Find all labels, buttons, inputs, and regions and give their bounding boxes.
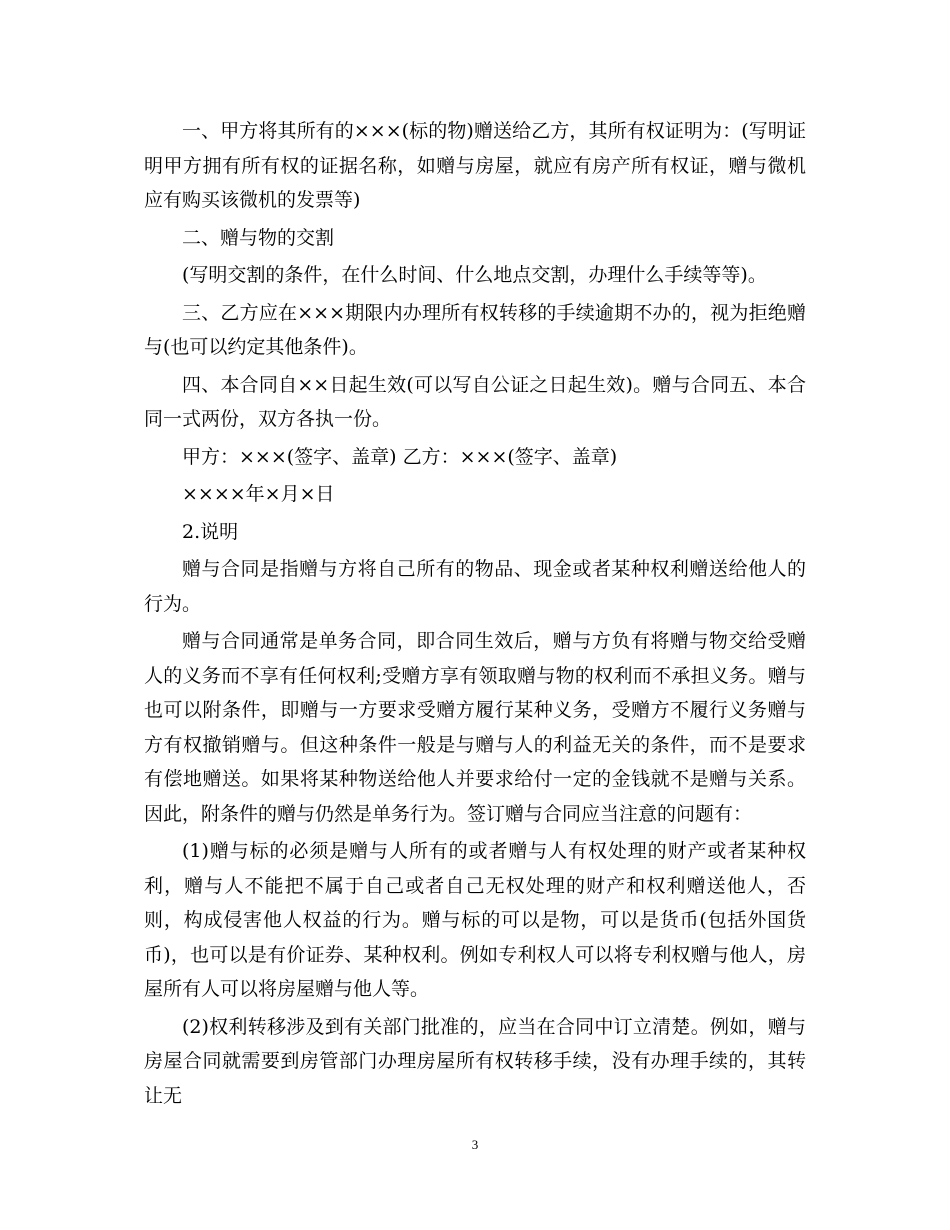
clause-2-note: (写明交割的条件，在什么时间、什么地点交割，办理什么手续等等)。	[182, 264, 767, 286]
definition-paragraph: 赠与合同是指赠与方将自己所有的物品、现金或者某种权利赠送给他人的行为。	[144, 558, 806, 615]
note-2-paragraph: (2)权利转移涉及到有关部门批准的，应当在合同中订立清楚。例如，赠与房屋合同就需要到房管部门办理房屋所有权转移手续，没有办理手续的，其转让无	[144, 1015, 806, 1107]
document-body	[144, 114, 806, 1116]
note-1-paragraph: (1)赠与标的必须是赠与人所有的或者赠与人有权处理的财产或者某种权利，赠与人不能把不属于自己或者自己无权处理的财产和权利赠送他人，否则，构成侵害他人权益的行为。赠与标的可以是物，可以是货币(包括外国货币)，也可以是有价证券、某种权利。例如专利权人可以将专利权赠与他人，房屋所有人可以将房屋赠与他人等。	[144, 840, 806, 1000]
unilateral-contract-paragraph: 赠与合同通常是单务合同，即合同生效后，赠与方负有将赠与物交给受赠人的义务而不享有任何权利;受赠方享有领取赠与物的权利而不承担义务。赠与也可以附条件，即赠与一方要求受赠方履行某种义务，受赠方不履行义务赠与方有权撤销赠与。但这种条件一般是与赠与人的利益无关的条件，而不是要求有偿地赠送。如果将某种物送给他人并要求给付一定的金钱就不是赠与关系。因此，附条件的赠与仍然是单务行为。签订赠与合同应当注意的问题有：	[144, 630, 806, 825]
clause-2-heading: 二、赠与物的交割	[182, 226, 335, 249]
clause-1-paragraph: 一、甲方将其所有的×××(标的物)赠送给乙方，其所有权证明为：(写明证明甲方拥有所有权的证据名称，如赠与房屋，就应有房产所有权证，赠与微机应有购买该微机的发票等)	[144, 120, 806, 211]
clause-3-paragraph: 三、乙方应在×××期限内办理所有权转移的手续逾期不办的，视为拒绝赠与(也可以约定其他条件)。	[144, 301, 806, 358]
signature-line: 甲方：×××(签字、盖章) 乙方：×××(签字、盖章)	[182, 445, 618, 468]
date-line: ××××年×月×日	[182, 483, 335, 505]
section-heading-explanation: 2.说明	[182, 520, 239, 543]
page-number: 3	[471, 1137, 479, 1152]
clause-4-paragraph: 四、本合同自××日起生效(可以写自公证之日起生效)。赠与合同五、本合同一式两份，双方各执一份。	[144, 373, 806, 430]
